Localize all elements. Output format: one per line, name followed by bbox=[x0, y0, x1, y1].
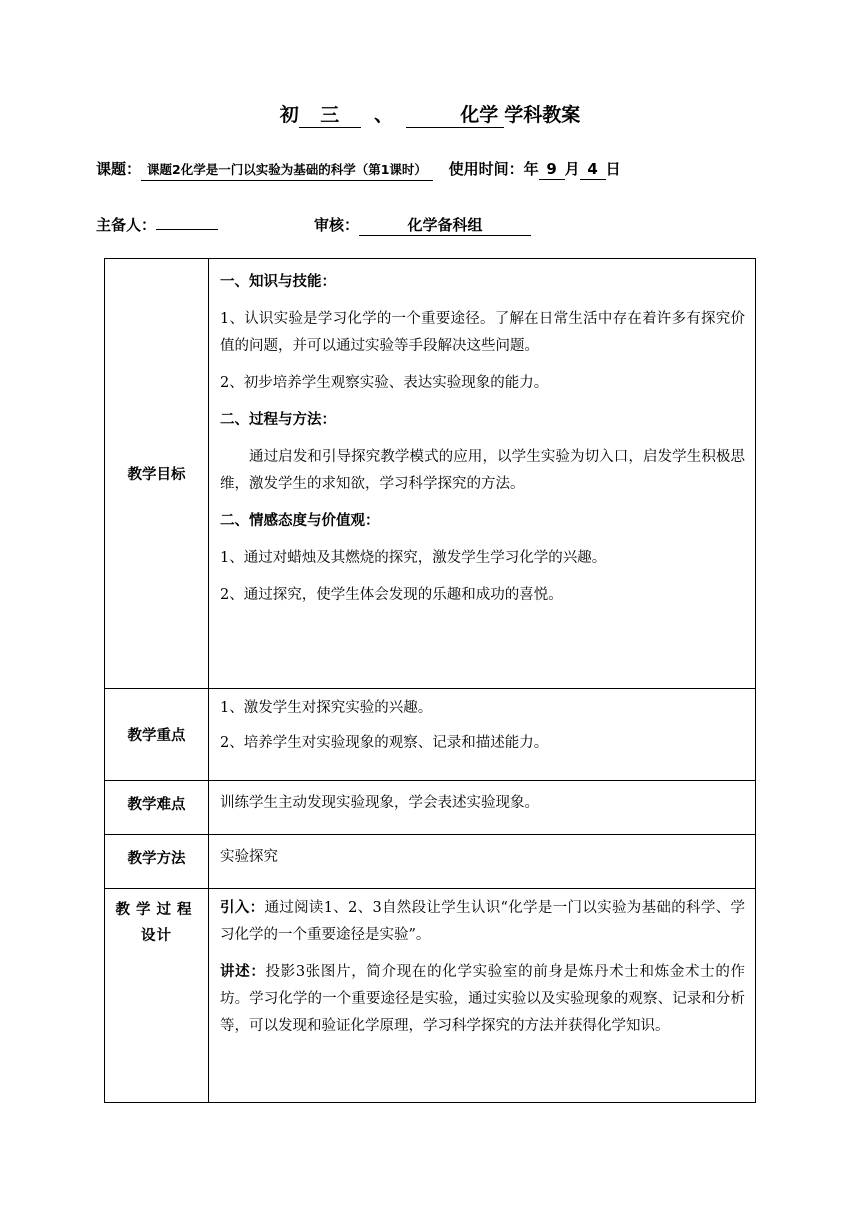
keypoints-content bbox=[209, 689, 756, 781]
grade-prefix: 初 bbox=[279, 104, 299, 126]
reviewer-label: 审核： bbox=[314, 216, 360, 234]
process-intro bbox=[220, 895, 745, 949]
objectives-para-1: 1、认识实验是学习化学的一个重要途径。了解在日常生活中存在着许多有探究价值的问题，并可以通过实验等手段解决这些问题。 bbox=[220, 311, 745, 354]
topic-label: 课题： bbox=[96, 160, 142, 178]
talk-text: 投影3张图片，简介现在的化学实验室的前身是炼丹术士和炼金术士的作坊。学习化学的一个重要途径是实验，通过实验以及实验现象的观察、记录和分析等，可以发现和验证化学原理，学习科学探究的方法并获得化学知识。 bbox=[220, 964, 745, 1034]
topic-value: 课题2化学是一门以实验为基础的科学（第1课时） bbox=[141, 160, 433, 181]
topic-line bbox=[96, 158, 621, 181]
methods-para-1: 实验探究 bbox=[220, 849, 278, 865]
objectives-heading-3: 二、情感态度与价值观： bbox=[220, 513, 380, 529]
preparer-label: 主备人： bbox=[96, 216, 157, 234]
day-label: 日 bbox=[605, 160, 621, 178]
intro-label: 引入： bbox=[220, 900, 265, 916]
talk-label: 讲述： bbox=[220, 964, 266, 980]
objectives-para-2: 2、初步培养学生观察实验、表达实验现象的能力。 bbox=[220, 375, 549, 391]
process-label-line-1: 教学过程 bbox=[115, 902, 198, 918]
grade-blank: 三 bbox=[299, 103, 361, 128]
time-label: 使用时间：年 bbox=[448, 160, 539, 178]
process-label bbox=[105, 889, 209, 1103]
difficulties-content bbox=[209, 781, 756, 835]
process-label-line-2: 设计 bbox=[141, 928, 172, 944]
keypoints-para-1: 1、激发学生对探究实验的兴趣。 bbox=[220, 700, 433, 716]
reviewer-value: 化学备科组 bbox=[359, 215, 531, 236]
table-row bbox=[105, 835, 756, 889]
methods-content bbox=[209, 835, 756, 889]
methods-label: 教学方法 bbox=[105, 835, 209, 889]
day-value: 4 bbox=[580, 159, 606, 180]
keypoints-label: 教学重点 bbox=[105, 689, 209, 781]
table-row bbox=[105, 889, 756, 1103]
objectives-label: 教学目标 bbox=[105, 259, 209, 689]
table-row bbox=[105, 781, 756, 835]
intro-text: 通过阅读1、2、3自然段让学生认识“化学是一门以实验为基础的科学、学习化学的一个重要途径是实验”。 bbox=[220, 900, 745, 943]
objectives-heading-2: 二、过程与方法： bbox=[220, 412, 336, 428]
objectives-para-5: 2、通过探究，使学生体会发现的乐趣和成功的喜悦。 bbox=[220, 587, 563, 603]
table-row bbox=[105, 259, 756, 689]
objectives-para-3: 通过启发和引导探究教学模式的应用，以学生实验为切入口，启发学生积极思维，激发学生的求知欲，学习科学探究的方法。 bbox=[220, 449, 745, 492]
process-content bbox=[209, 889, 756, 1103]
preparer-value bbox=[156, 229, 218, 230]
month-value: 9 bbox=[539, 159, 565, 180]
difficulties-label: 教学难点 bbox=[105, 781, 209, 835]
subject-blank: 化学 bbox=[406, 103, 504, 128]
preparer-line bbox=[96, 214, 531, 236]
keypoints-para-2: 2、培养学生对实验现象的观察、记录和描述能力。 bbox=[220, 735, 549, 751]
month-label: 月 bbox=[564, 160, 580, 178]
objectives-para-4: 1、通过对蜡烛及其燃烧的探究，激发学生学习化学的兴趣。 bbox=[220, 550, 607, 566]
table-row bbox=[105, 689, 756, 781]
difficulties-para-1: 训练学生主动发现实验现象，学会表述实验现象。 bbox=[220, 795, 539, 811]
page-title bbox=[0, 100, 860, 128]
title-separator: 、 bbox=[373, 104, 393, 126]
lesson-plan-table bbox=[104, 258, 756, 1103]
objectives-heading-1: 一、知识与技能： bbox=[220, 274, 336, 290]
process-talk bbox=[220, 959, 745, 1040]
title-suffix: 学科教案 bbox=[504, 104, 581, 126]
objectives-content bbox=[209, 259, 756, 689]
